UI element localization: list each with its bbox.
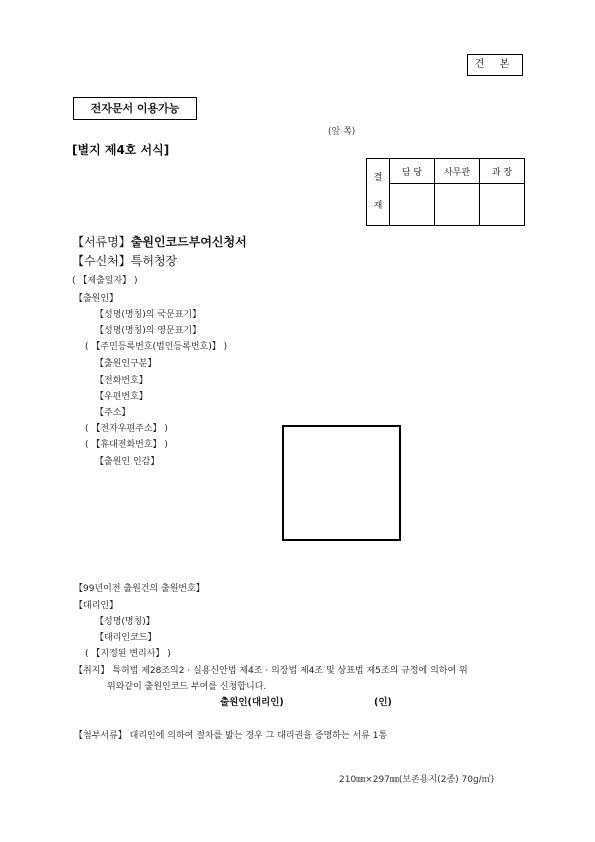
signer-label: 출원인(대리인) [220, 697, 284, 708]
field-address: 【주소】 [95, 408, 131, 418]
purpose-line-1: 【취지】 특허법 제28조의2 · 실용신안법 제4조 · 의장법 제4조 및 상표법 제5조의 규정에 의하여 위 [74, 666, 468, 676]
approval-table [366, 158, 525, 226]
approval-sign-officer[interactable] [435, 184, 480, 226]
field-agent-name: 【성명(명칭)】 [95, 617, 155, 627]
approval-col-officer: 사무관 [435, 159, 480, 184]
approval-head-char-1: 결 [373, 173, 383, 183]
sample-stamp: 견 본 [467, 54, 523, 76]
field-agent-code: 【대리인코드】 [95, 633, 157, 643]
field-name-korean: 【성명(명칭)의 국문표기】 [95, 310, 202, 320]
approval-sign-staff[interactable] [390, 184, 435, 226]
form-number: [별지 제4호 서식] [72, 143, 170, 157]
field-agent: 【대리인】 [74, 601, 119, 611]
field-name-english: 【성명(명칭)의 영문표기】 [95, 326, 202, 336]
field-designated-attorney: ( 【지정된 변리사】 ) [85, 649, 171, 659]
approval-head-char-2: 재 [373, 201, 383, 211]
recipient [72, 252, 177, 269]
document-title [72, 233, 247, 250]
title-value: 출원인코드부여신청서 [130, 235, 247, 249]
field-email: ( 【전자우편주소】 ) [85, 424, 168, 434]
field-pre99-application: 【99년이전 출원건의 출원번호】 [74, 584, 205, 594]
signer-seal-mark: (인) [374, 697, 392, 708]
field-phone: 【전화번호】 [95, 376, 148, 386]
approval-col-staff: 담 당 [390, 159, 435, 184]
approval-head [367, 159, 390, 226]
field-applicant-type: 【출원인구분】 [95, 359, 157, 369]
field-submit-date: ( 【제출일자】 ) [72, 276, 138, 286]
page-side-label: (앞 쪽) [328, 127, 356, 137]
approval-col-chief: 과 장 [480, 159, 525, 184]
electronic-document-badge: 전자문서 이용가능 [73, 97, 197, 120]
field-applicant: 【출원인】 [74, 294, 119, 304]
purpose-line-2: 위와같이 출원인코드 부여를 신청합니다. [107, 682, 267, 692]
paper-spec-footer: 210㎜×297㎜(보존용지(2종) 70g/㎡) [339, 775, 495, 785]
field-mobile: ( 【휴대전화번호】 ) [85, 440, 168, 450]
field-seal: 【출원인 인감】 [95, 457, 160, 467]
field-postal-code: 【우편번호】 [95, 392, 148, 402]
seal-box[interactable] [282, 425, 401, 541]
recipient-label: 【수신처】 [72, 254, 131, 268]
approval-sign-chief[interactable] [480, 184, 525, 226]
recipient-value: 특허청장 [130, 254, 178, 268]
title-label: 【서류명】 [72, 235, 131, 249]
attachment-line: 【첨부서류】 대리인에 의하여 절차를 밟는 경우 그 대리권을 증명하는 서류 1통 [74, 731, 388, 741]
field-resident-number: ( 【주민등록번호(법인등록번호)】 ) [85, 342, 228, 352]
